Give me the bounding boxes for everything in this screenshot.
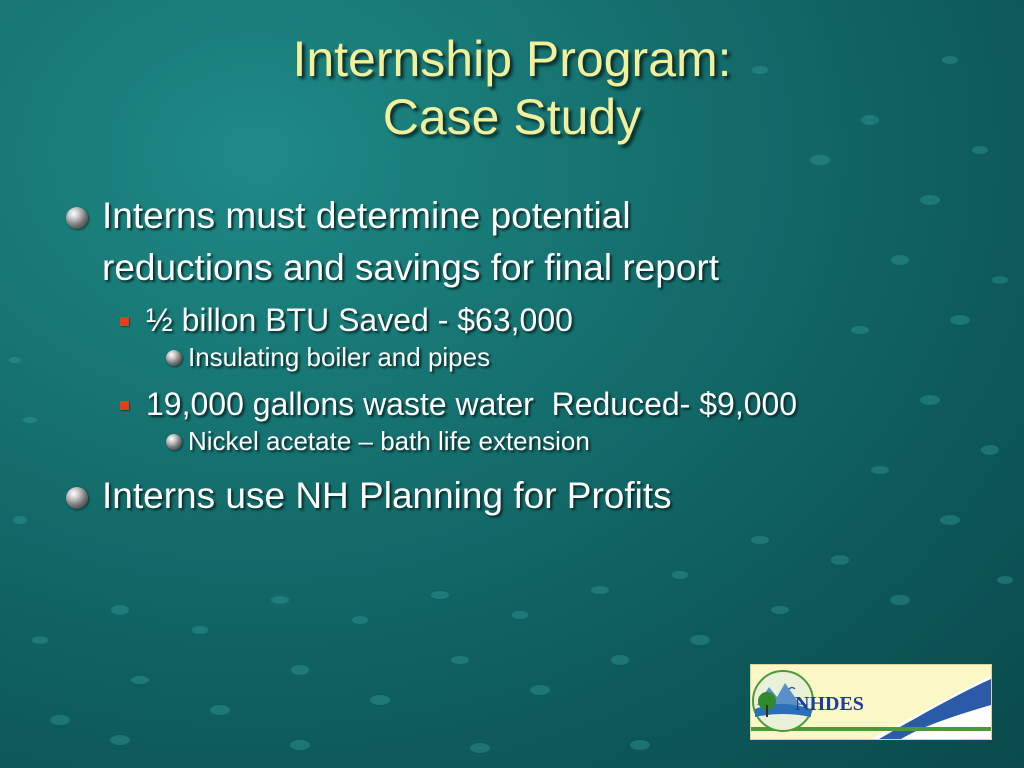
bullet-list (60, 190, 1000, 528)
detail-bullet-item (60, 340, 1000, 374)
nhdes-logo (750, 664, 992, 740)
sphere-bullet-icon (66, 487, 88, 509)
bullet-item (60, 190, 1000, 294)
sphere-bullet-icon (166, 434, 182, 450)
sphere-bullet-icon (66, 207, 88, 229)
sub-bullet-text: 19,000 gallons waste water Reduced- $9,000 (146, 386, 798, 422)
title-line-1: Internship Program: (292, 31, 732, 87)
title-line-2: Case Study (382, 89, 642, 145)
logo-graphic (751, 665, 991, 739)
square-bullet-icon (120, 317, 129, 326)
detail-bullet-text: Insulating boiler and pipes (188, 342, 491, 372)
sub-bullet-item (60, 300, 1000, 340)
detail-bullet-item (60, 424, 1000, 458)
bullet-text: Interns use NH Planning for Profits (102, 475, 672, 516)
square-bullet-icon (120, 401, 129, 410)
sub-bullet-item (60, 384, 1000, 424)
slide-title (0, 30, 1024, 146)
logo-text: NHDES (795, 693, 864, 715)
sub-bullet-text: ½ billon BTU Saved - $63,000 (146, 302, 573, 338)
bullet-text-line-2: reductions and savings for final report (102, 247, 720, 288)
detail-bullet-text: Nickel acetate – bath life extension (188, 426, 590, 456)
bullet-item (60, 470, 1000, 522)
bullet-text-line-1: Interns must determine potential (102, 195, 631, 236)
sphere-bullet-icon (166, 350, 182, 366)
